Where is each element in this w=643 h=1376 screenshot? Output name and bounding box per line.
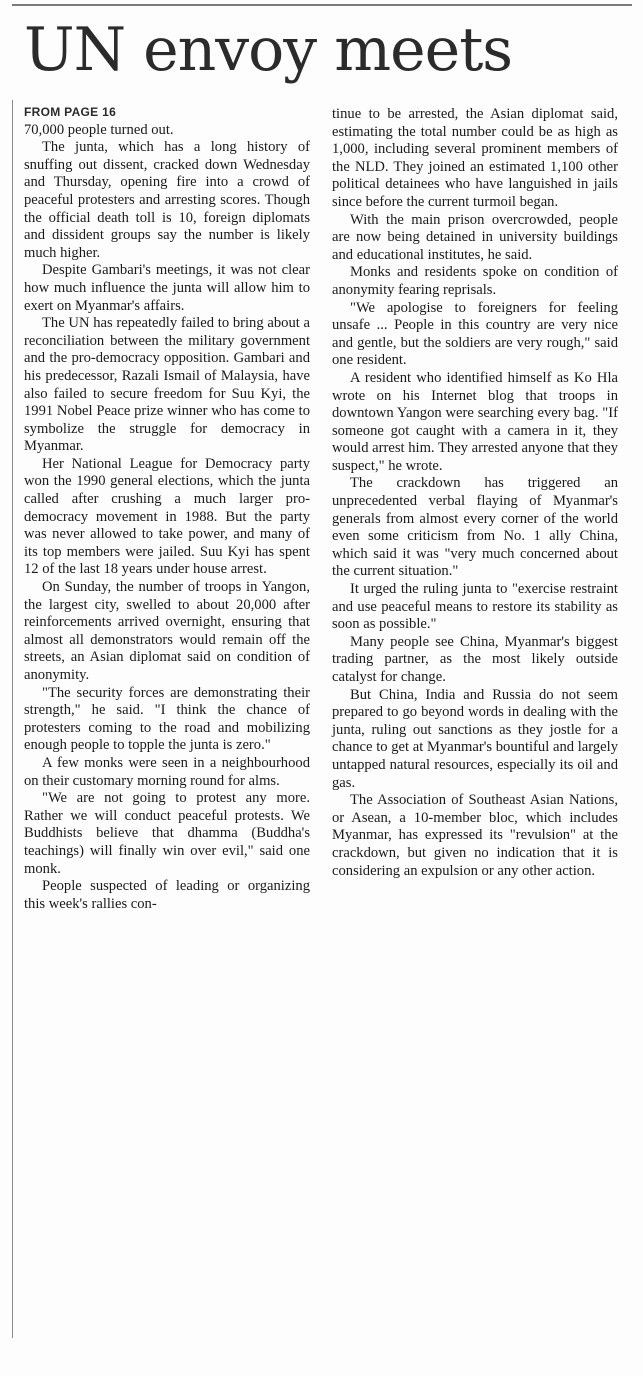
article-paragraph: "We are not going to protest any more. Rather we will conduct peaceful protests. We Buddhists believe that dhamma (Buddha's teachings) will finally win over evil," said one monk. xyxy=(24,790,310,877)
article-paragraph: The UN has repeatedly failed to bring about a reconciliation between the military government and the pro-democracy opposition. Gambari and his predecessor, Razali Ismail of Malaysia, have also failed to secure freedom for Suu Kyi, the 1991 Nobel Peace prize winner who has come to symbolize the struggle for democracy in Myanmar. xyxy=(24,315,310,455)
article-paragraph: The junta, which has a long history of snuffing out dissent, cracked down Wednesday and Thursday, opening fire into a crowd of peaceful protesters and arresting scores. Though the official death toll is 10, foreign diplomats and dissident groups say the number is likely much higher. xyxy=(24,139,310,261)
article-column-left xyxy=(24,104,310,913)
article-paragraph: With the main prison overcrowded, people are now being detained in university buildings and educational institutes, he said. xyxy=(332,211,618,263)
article-paragraph: The Association of Southeast Asian Nations, or Asean, a 10-member bloc, which includes Myanmar, has expressed its "revulsion" at the crackdown, but given no indication that it is considering an expulsion or any other action. xyxy=(332,792,618,879)
article-paragraph: A few monks were seen in a neighbourhood on their customary morning round for alms. xyxy=(24,754,310,789)
article-paragraph: On Sunday, the number of troops in Yangon, the largest city, swelled to about 20,000 after reinforcements arrived overnight, ensuring that almost all demonstrators would remain off the streets, an Asian diplomat said on condition of anonymity. xyxy=(24,579,310,683)
article-column-right xyxy=(332,106,618,880)
headline: UN envoy meets xyxy=(24,15,513,85)
article-paragraph: Monks and residents spoke on condition of anonymity fearing reprisals. xyxy=(332,264,618,298)
article-paragraph: A resident who identified himself as Ko Hla wrote on his Internet blog that troops in downtown Yangon were searching every bag. "If someone got caught with a camera in it, they would arrest him. They arrested anyone that they suspect," he wrote. xyxy=(332,369,618,474)
article-paragraph: tinue to be arrested, the Asian diplomat said, estimating the total number could be as high as 1,000, including several prominent members of the NLD. They joined an estimated 1,100 other political detainees who have languished in jails since before the current turmoil began. xyxy=(332,106,618,210)
article-paragraph: "We apologise to foreigners for feeling unsafe ... People in this country are very nice and gentle, but the soldiers are very rough," said one resident. xyxy=(332,299,618,369)
article-paragraph: It urged the ruling junta to "exercise restraint and use peaceful means to restore its stability as soon as possible." xyxy=(332,581,618,633)
article-paragraph: Her National League for Democracy party won the 1990 general elections, which the junta called after crushing a much larger pro-democracy movement in 1988. But the party was never allowed to take power, and many of its top members were jailed. Suu Kyi has spent 12 of the last 18 years under house arrest. xyxy=(24,455,310,578)
article-paragraph: "The security forces are demonstrating their strength," he said. "I think the chance of protesters coming to the road and mobilizing enough people to topple the junta is zero." xyxy=(24,684,310,754)
top-rule xyxy=(12,4,632,6)
article-paragraph: 70,000 people turned out. xyxy=(24,121,174,138)
continued-from-kicker: FROM PAGE 16 xyxy=(24,105,117,119)
article-paragraph: The crackdown has triggered an unprecedented verbal flaying of Myanmar's generals from almost every corner of the world even some criticism from No. 1 ally China, which said it was "very much concerned about the current situation." xyxy=(332,475,618,580)
article-paragraph: Many people see China, Myanmar's biggest trading partner, as the most likely outside catalyst for change. xyxy=(332,633,618,685)
column-rule xyxy=(12,100,13,1338)
article-paragraph: People suspected of leading or organizing this week's rallies con- xyxy=(24,878,310,912)
article-paragraph: Despite Gambari's meetings, it was not clear how much influence the junta will allow him to exert on Myanmar's affairs. xyxy=(24,262,310,314)
article-paragraph: But China, India and Russia do not seem prepared to go beyond words in dealing with the junta, ruling out sanctions as they jostle for a chance to get at Myanmar's bountiful and largely untapped natural resources, especially its oil and gas. xyxy=(332,686,618,791)
